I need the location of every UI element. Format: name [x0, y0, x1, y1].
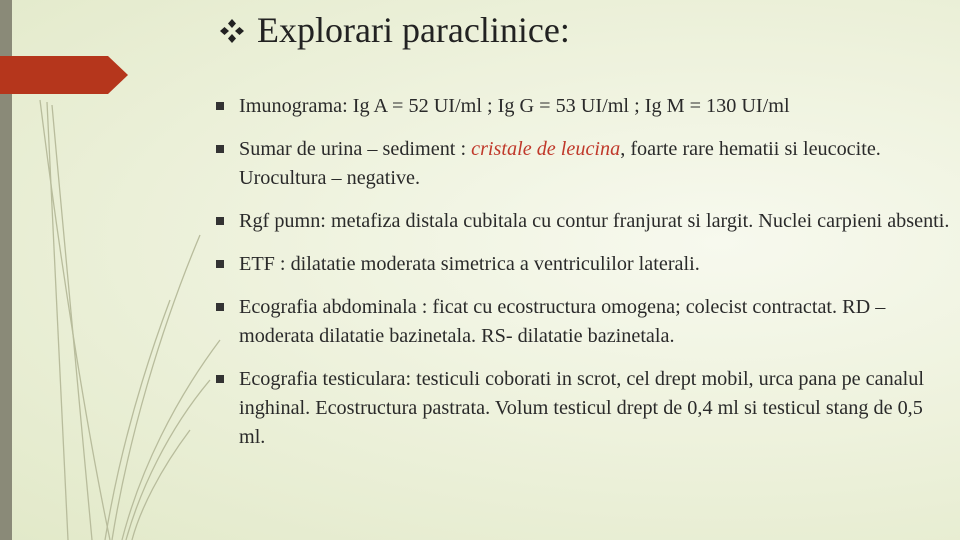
list-item	[214, 92, 954, 121]
square-bullet-icon	[216, 217, 224, 225]
list-item	[214, 250, 954, 279]
item-text: Sumar de urina – sediment :	[239, 138, 472, 160]
list-item	[214, 293, 954, 351]
item-text: Ecografia abdominala : ficat cu ecostructura omogena; colecist contractat. RD – moderata dilatatie bazinetala. RS- dilatatie bazinetala.	[239, 296, 886, 347]
highlighted-text: cristale de leucina	[471, 138, 621, 160]
item-text: , foarte rare hematii si leucocite. Urocultura – negative.	[239, 138, 881, 189]
slide-title	[219, 8, 570, 52]
diamond-quad-icon	[219, 18, 245, 44]
list-item	[214, 135, 954, 193]
accent-tab	[0, 56, 128, 94]
list-item	[214, 207, 954, 236]
item-text: Rgf pumn: metafiza distala cubitala cu contur franjurat si largit. Nuclei carpieni absenti.	[239, 210, 950, 232]
list-item	[214, 365, 954, 452]
square-bullet-icon	[216, 102, 224, 110]
square-bullet-icon	[216, 303, 224, 311]
bullet-list	[214, 92, 954, 466]
square-bullet-icon	[216, 260, 224, 268]
item-text: ETF : dilatatie moderata simetrica a ventriculilor laterali.	[239, 253, 700, 275]
item-text: Imunograma: Ig A = 52 UI/ml ; Ig G = 53 UI/ml ; Ig M = 130 UI/ml	[239, 95, 790, 117]
square-bullet-icon	[216, 375, 224, 383]
slide-title-text: Explorari paraclinice:	[257, 10, 570, 50]
square-bullet-icon	[216, 145, 224, 153]
item-text: Ecografia testiculara: testiculi coborati in scrot, cel drept mobil, urca pana pe canalul inghinal. Ecostructura pastrata. Volum testicul drept de 0,4 ml si testicul stang de 0,5 ml.	[239, 368, 924, 448]
